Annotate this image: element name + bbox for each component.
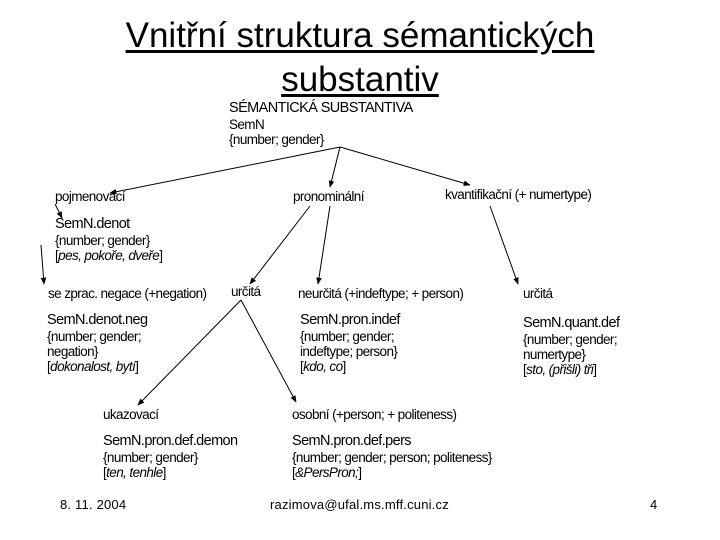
- edge-urcita-ukazovaci: [138, 300, 241, 405]
- label-pojmenovaci: pojmenovací: [55, 189, 125, 204]
- node-semn-pron-indef: [300, 312, 400, 374]
- edge-root-pojmenovaci: [110, 147, 340, 193]
- edge-urcita-osobni: [241, 300, 296, 402]
- root-semn: SemN: [229, 117, 265, 132]
- edge-kvant-urcita: [490, 206, 518, 284]
- label-pronominalni: pronominální: [293, 189, 364, 204]
- node-examples: [&PersPron;]: [292, 465, 362, 480]
- node-examples: [dokonalost, bytí]: [47, 359, 139, 374]
- label-kvantifikacni: kvantifikační (+ numertype): [445, 187, 592, 202]
- node-name: SemN.quant.def: [523, 315, 620, 331]
- footer-page-number: 4: [650, 497, 658, 512]
- node-semn-pron-def-pers: [292, 433, 492, 480]
- edge-pron-neurcita: [318, 206, 330, 284]
- node-semn-pron-def-demon: [103, 433, 238, 480]
- footer-date: 8. 11. 2004: [60, 497, 127, 512]
- node-semn-denot: [55, 216, 162, 263]
- edge-denot-negace: [41, 245, 44, 284]
- node-name: SemN.pron.def.demon: [103, 433, 238, 449]
- node-features-1: {number; gender;: [300, 329, 394, 344]
- label-urcita-kvantifikacni: určitá: [523, 286, 553, 301]
- edge-root-pronominalni: [330, 147, 340, 187]
- node-examples: [pes, pokoře, dveře]: [55, 248, 163, 263]
- node-name: SemN.pron.def.pers: [292, 433, 411, 449]
- node-features-1: {number; gender;: [47, 329, 141, 344]
- edge-pron-urcita: [250, 206, 310, 284]
- node-features: {number; gender; person; politeness}: [292, 450, 492, 465]
- node-examples: [sto, (přišli) tři]: [523, 362, 597, 377]
- node-examples: [ten, tenhle]: [103, 465, 166, 480]
- node-features-2: negation}: [47, 344, 98, 359]
- label-urcita-pronominal: určitá: [231, 284, 261, 299]
- node-name: SemN.denot.neg: [47, 312, 148, 328]
- node-examples: [kdo, co]: [300, 359, 346, 374]
- node-features-2: numertype}: [523, 347, 586, 362]
- footer-email: razimova@ufal.ms.mff.cuni.cz: [270, 497, 449, 512]
- root-node: [229, 100, 413, 147]
- root-features: {number; gender}: [229, 132, 324, 147]
- edge-root-kvantifikacni: [340, 147, 470, 185]
- label-se-zprac-negace: se zprac. negace (+negation): [48, 286, 207, 301]
- label-osobni: osobní (+person; + politeness): [292, 407, 457, 422]
- label-ukazovaci: ukazovací: [103, 407, 159, 422]
- node-name: SemN.denot: [55, 216, 130, 232]
- label-neurcita: neurčitá (+indeftype; + person): [298, 286, 464, 301]
- title-line-1: Vnitřní struktura sémantických: [125, 16, 595, 55]
- node-features-2: indeftype; person}: [300, 344, 398, 359]
- node-features: {number; gender}: [55, 233, 150, 248]
- node-features: {number; gender}: [103, 450, 198, 465]
- node-features-1: {number; gender;: [523, 332, 617, 347]
- node-name: SemN.pron.indef: [300, 312, 400, 328]
- root-heading: SÉMANTICKÁ SUBSTANTIVA: [229, 100, 413, 116]
- node-semn-quant-def: [523, 315, 619, 377]
- node-semn-denot-neg: [47, 312, 147, 374]
- title-line-2: substantiv: [281, 60, 439, 99]
